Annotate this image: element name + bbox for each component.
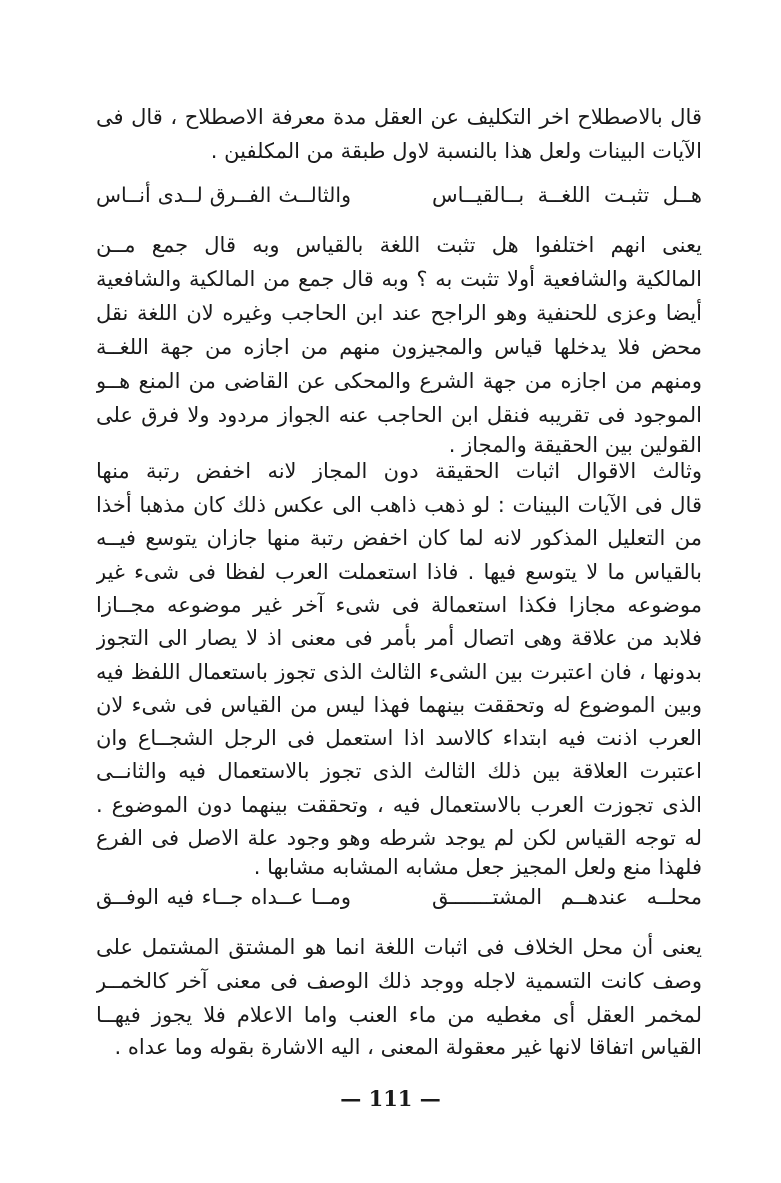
text-line: الذى تجوزت العرب بالاستعمال فيه ، وتحققت بينهما دون الموضوع . [96,793,702,817]
text-line: فلهذا منع ولعل المجيز جعل مشابه المشابه مشابها . [253,855,702,879]
text-line: المالكية والشافعية أولا تثبت به ؟ وبه قال جمع من المالكية والشافعية [96,267,702,291]
verse-line [96,178,702,212]
text-line: محض فلا يدخلها قياس والمجيزون منهم من اجازه من جهة اللغــة [96,335,702,359]
text-line: قال بالاصطلاح اخر التكليف عن العقل مدة معرفة الاصطلاح ، قال فى [96,105,702,129]
verse-left-hemistich: ومــا عــداه جــاء فيه الوفــق [96,885,351,909]
text-line: الموجود فى تقريبه فنقل ابن الحاجب عنه الجواز مردود ولا فرق على [96,403,702,427]
text-line: القولين بين الحقيقة والمجاز . [448,433,702,457]
text-line: العرب اذنت فيه ابتداء كالاسد اذا استعمل فى الرجل الشجــاع وان [96,726,702,750]
text-line: قال فى الآيات البينات : لو ذهب ذاهب الى عكس ذلك كان مذهبا أخذا [96,493,702,517]
text-line: فلابد من علاقة وهى اتصال أمر بأمر فى معنى اذ لا يصار الى التجوز [96,626,702,650]
text-line: لمخمر العقل أى مغطيه من ماء العنب واما الاعلام فلا يجوز فيهــا [96,1003,702,1027]
text-line: بدونها ، فان اعتبرت بين الشىء الثالث الذى تجوز باستعمال اللفظ فيه [96,660,702,684]
verse-left-hemistich: والثالــث الفــرق لــدى أنــاس [96,183,351,207]
text-line: اعتبرت العلاقة بين ذلك الثالث الذى تجوز بالاستعمال فيه والثانــى [96,759,702,783]
verse-right-hemistich: هــل تثبـت اللغــة بــالقيــاس [432,183,702,207]
text-line: يعنى انهم اختلفوا هل تثبت اللغة بالقياس وبه قال جمع مــن [96,233,702,257]
text-line: من التعليل المذكور لانه لما كان اخفض رتبة منها جازان يتوسع فيــه [96,526,702,550]
text-line: بالقياس ما لا يتوسع فيها . فاذا استعملت العرب لفظا فى شىء غير [96,560,702,584]
text-line: وبين الموضوع له وتحققت بينهما فهذا ليس من القياس فى شىء لان [96,693,702,717]
text-line: الآيات البينات ولعل هذا بالنسبة لاول طبقة من المكلفين . [210,139,702,163]
text-line: أيضا وعزى للحنفية وهو الراجح عند ابن الحاجب وغيره لان اللغة نقل [96,301,702,325]
text-line: ومنهم من اجازه من جهة الشرع والمحكى عن القاضى من المنع هــو [96,369,702,393]
page-number: — 111 — [340,1086,441,1111]
text-line: القياس اتفاقا لانها غير معقولة المعنى ، اليه الاشارة بقوله وما عداه . [114,1035,702,1059]
verse-line [96,880,702,914]
text-line: وثالث الاقوال اثبات الحقيقة دون المجاز لانه اخفض رتبة منها [96,459,702,483]
text-line: له توجه القياس لكن لم يوجد شرطه وهو وجود علة الاصل فى الفرع [96,826,702,850]
text-line: يعنى أن محل الخلاف فى اثبات اللغة انما هو المشتق المشتمل على [96,935,702,959]
text-line: وصف كانت التسمية لاجله ووجد ذلك الوصف فى معنى آخر كالخمــر [96,969,702,993]
text-line: موضوعه مجازا فكذا استعمالة فى شىء آخر غير موضوعه مجــازا [96,593,702,617]
verse-right-hemistich: محلــه عندهــم المشتـــــــق [432,885,702,909]
